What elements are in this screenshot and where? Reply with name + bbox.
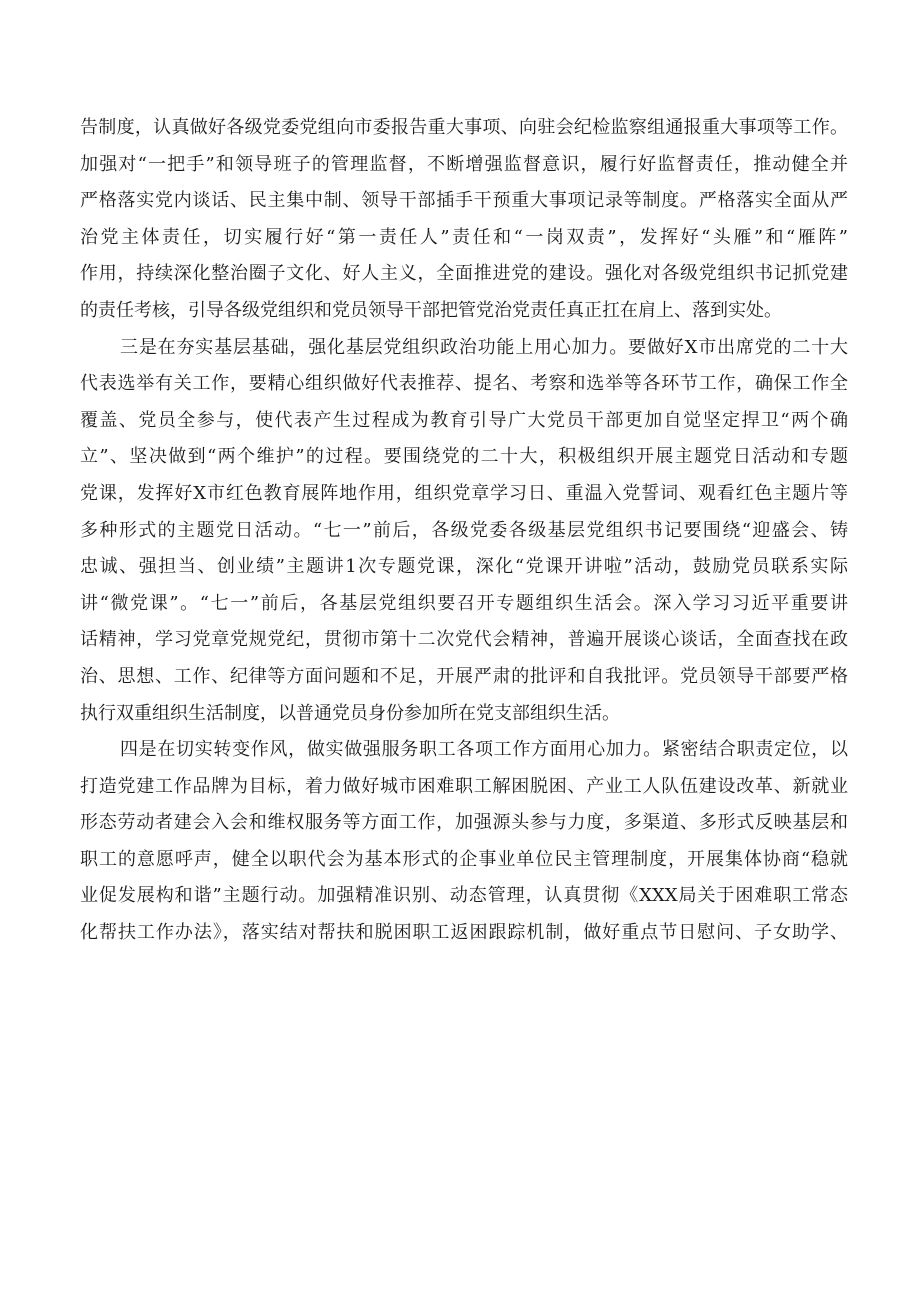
text-line: 党课，发挥好X市红色教育展阵地作用，组织党章学习日、重温入党誓词、观看红色主题片等 — [80, 482, 848, 504]
text-line: 讲“微党课”。“七一”前后，各基层党组织要召开专题组织生活会。深入学习习近平重要讲 — [80, 592, 848, 614]
text-line: 话精神，学习党章党规党纪，贯彻市第十二次党代会精神，普遍开展谈心谈话，全面查找在政 — [80, 629, 848, 651]
text-line: 职工的意愿呼声，健全以职代会为基本形式的企事业单位民主管理制度，开展集体协商“稳就 — [80, 848, 848, 870]
body-text — [80, 110, 848, 952]
text-line: 的责任考核，引导各级党组织和党员领导干部把管党治党责任真正扛在肩上、落到实处。 — [80, 299, 782, 321]
text-line: 打造党建工作品牌为目标，着力做好城市困难职工解困脱困、产业工人队伍建设改革、新就业 — [80, 775, 848, 797]
text-line: 立”、坚决做到“两个维护”的过程。要围绕党的二十大，积极组织开展主题党日活动和专题 — [80, 446, 848, 468]
text-line: 告制度，认真做好各级党委党组向市委报告重大事项、向驻会纪检监察组通报重大事项等工作。 — [80, 117, 848, 138]
text-line: 治、思想、工作、纪律等方面问题和不足，开展严肃的批评和自我批评。党员领导干部要严格 — [80, 665, 848, 687]
text-line: 多种形式的主题党日活动。“七一”前后，各级党委各级基层党组织书记要围绕“迎盛会、铸 — [80, 519, 848, 541]
text-line: 严格落实党内谈话、民主集中制、领导干部插手干预重大事项记录等制度。严格落实全面从严 — [80, 190, 848, 212]
text-line: 形态劳动者建会入会和维权服务等方面工作，加强源头参与力度，多渠道、多形式反映基层和 — [80, 812, 848, 834]
paragraph-start-line: 三是在夯实基层基础，强化基层党组织政治功能上用心加力。要做好X市出席党的二十大 — [120, 336, 848, 358]
text-line: 加强对“一把手”和领导班子的管理监督，不断增强监督意识，履行好监督责任，推动健全并 — [80, 153, 848, 175]
text-line: 作用，持续深化整治圈子文化、好人主义，全面推进党的建设。强化对各级党组织书记抓党建 — [80, 263, 848, 285]
text-line: 覆盖、党员全参与，使代表产生过程成为教育引导广大党员干部更加自觉坚定捍卫“两个确 — [80, 409, 848, 431]
text-line: 代表选举有关工作，要精心组织做好代表推荐、提名、考察和选举等各环节工作，确保工作全 — [80, 373, 848, 395]
text-line: 化帮扶工作办法》，落实结对帮扶和脱困职工返困跟踪机制，做好重点节日慰问、子女助学、 — [80, 922, 848, 944]
text-line: 治党主体责任，切实履行好“第一责任人”责任和“一岗双责”，发挥好“头雁”和“雁阵” — [80, 226, 848, 248]
text-line: 执行双重组织生活制度，以普通党员身份参加所在党支部组织生活。 — [80, 702, 620, 724]
paragraph-start-line: 四是在切实转变作风，做实做强服务职工各项工作方面用心加力。紧密结合职责定位，以 — [120, 739, 848, 761]
text-line: 忠诚、强担当、创业绩”主题讲1次专题党课，深化“党课开讲啦”活动，鼓励党员联系实际 — [80, 556, 848, 578]
text-line: 业促发展构和谐”主题行动。加强精准识别、动态管理，认真贯彻《XXX局关于困难职工常态 — [80, 885, 848, 907]
